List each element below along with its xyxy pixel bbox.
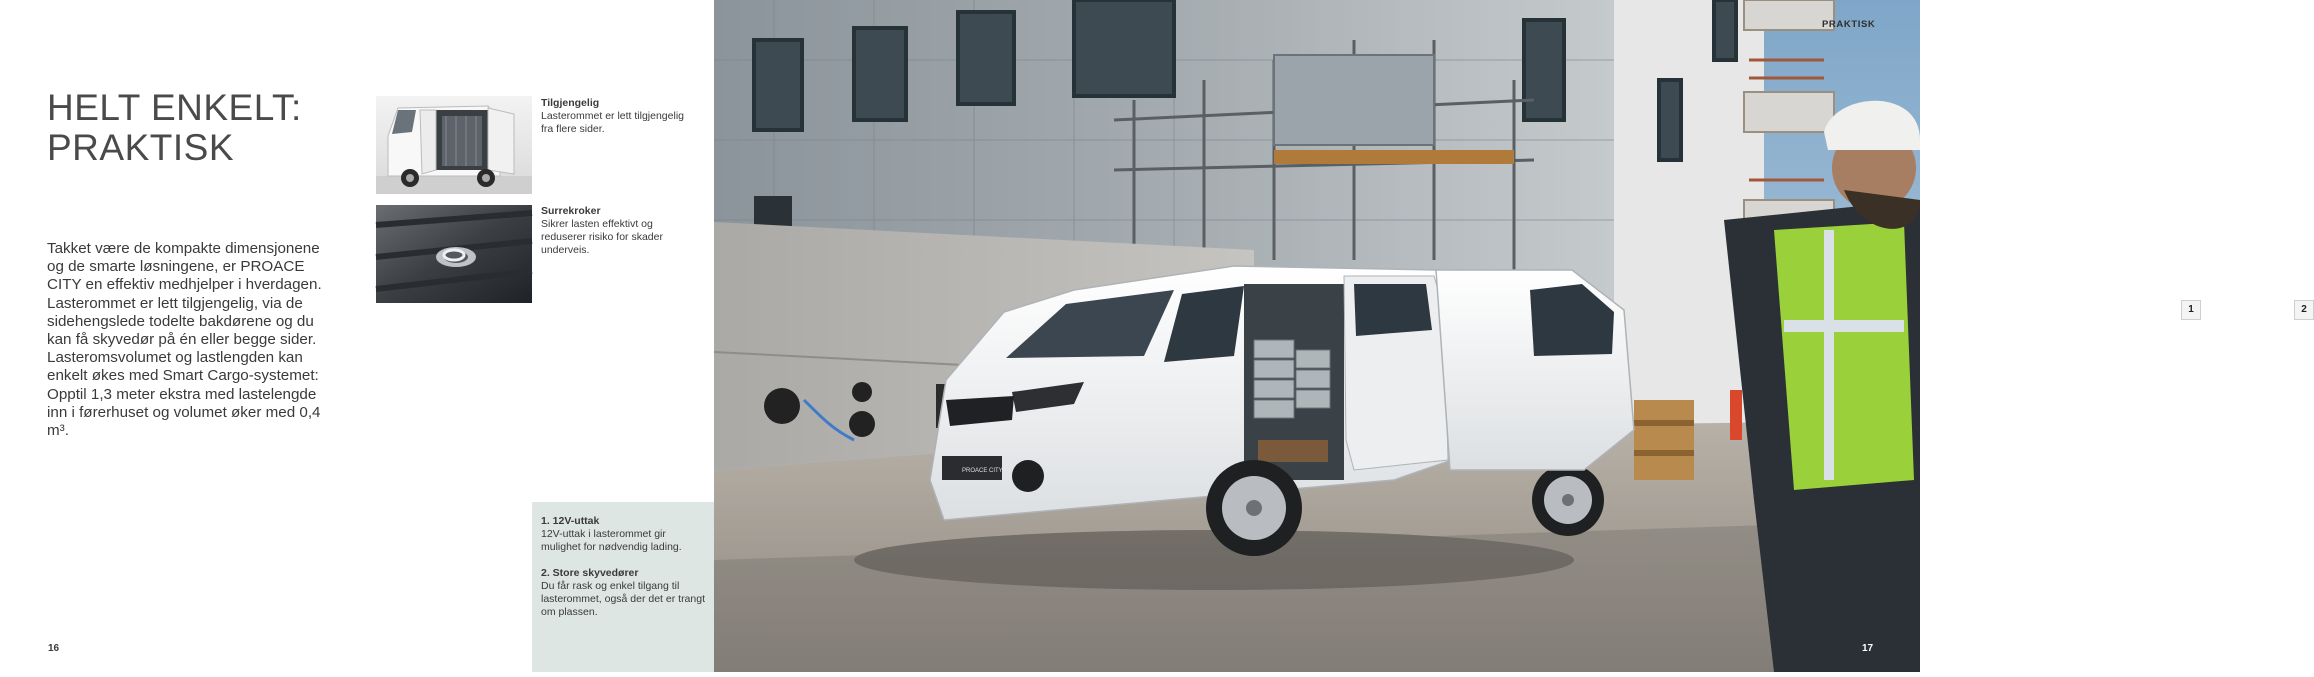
feature-title: Tilgjengelig <box>541 97 600 109</box>
info-item-description: 12V-uttak i lasterommet gir mulighet for nødvendig lading. <box>541 528 682 553</box>
section-label: PRAKTISK <box>1822 19 1876 30</box>
left-page <box>0 0 714 672</box>
tie-down-hook-thumbnail <box>376 205 532 303</box>
marker-12v-outlet: 1 <box>2181 300 2201 320</box>
info-item-sliding-doors <box>541 567 706 619</box>
page-number-left: 16 <box>48 643 60 654</box>
intro-paragraph: Takket være de kompakte dimensjonene og de smarte løsningene, er PROACE CITY en effektiv medhjelper i hverdagen. Lasterommet er lett tilgjengelig, via de sidehengslede todelte bakdørene og du kan få skyvedør på én eller begge sider. Lasteromsvolumet og lastlengden kan enkelt økes med Smart Cargo-systemet: Opptil 1,3 meter ekstra med lastelengde inn i førerhuset og volumet øker med 0,4 m³. <box>47 240 322 440</box>
info-item-description: Du får rask og enkel tilgang til lasterommet, også der det er trangt om plassen. <box>541 580 705 618</box>
feature-description: Sikrer lasten effektivt og reduserer risiko for skader underveis. <box>541 218 663 256</box>
page-number-right: 17 <box>1862 643 1874 654</box>
headline-line-2: PRAKTISK <box>47 127 234 168</box>
van-rear-doors-thumbnail <box>376 96 532 194</box>
construction-site-van-photo <box>714 0 1920 672</box>
info-item-title: 2. Store skyvedører <box>541 567 639 579</box>
page-title <box>47 88 347 168</box>
license-plate: PROACE CITY <box>962 468 1003 474</box>
right-page <box>714 0 2307 672</box>
info-item-12v <box>541 515 706 554</box>
info-box <box>532 502 714 672</box>
marker-sliding-door: 2 <box>2294 300 2314 320</box>
feature-tie-down-hooks <box>541 205 691 257</box>
headline-line-1: HELT ENKELT: <box>47 87 302 128</box>
feature-description: Lasterommet er lett tilgjengelig fra flere sider. <box>541 110 684 135</box>
feature-accessible <box>541 97 691 136</box>
feature-title: Surrekroker <box>541 205 601 217</box>
info-item-title: 1. 12V-uttak <box>541 515 600 527</box>
